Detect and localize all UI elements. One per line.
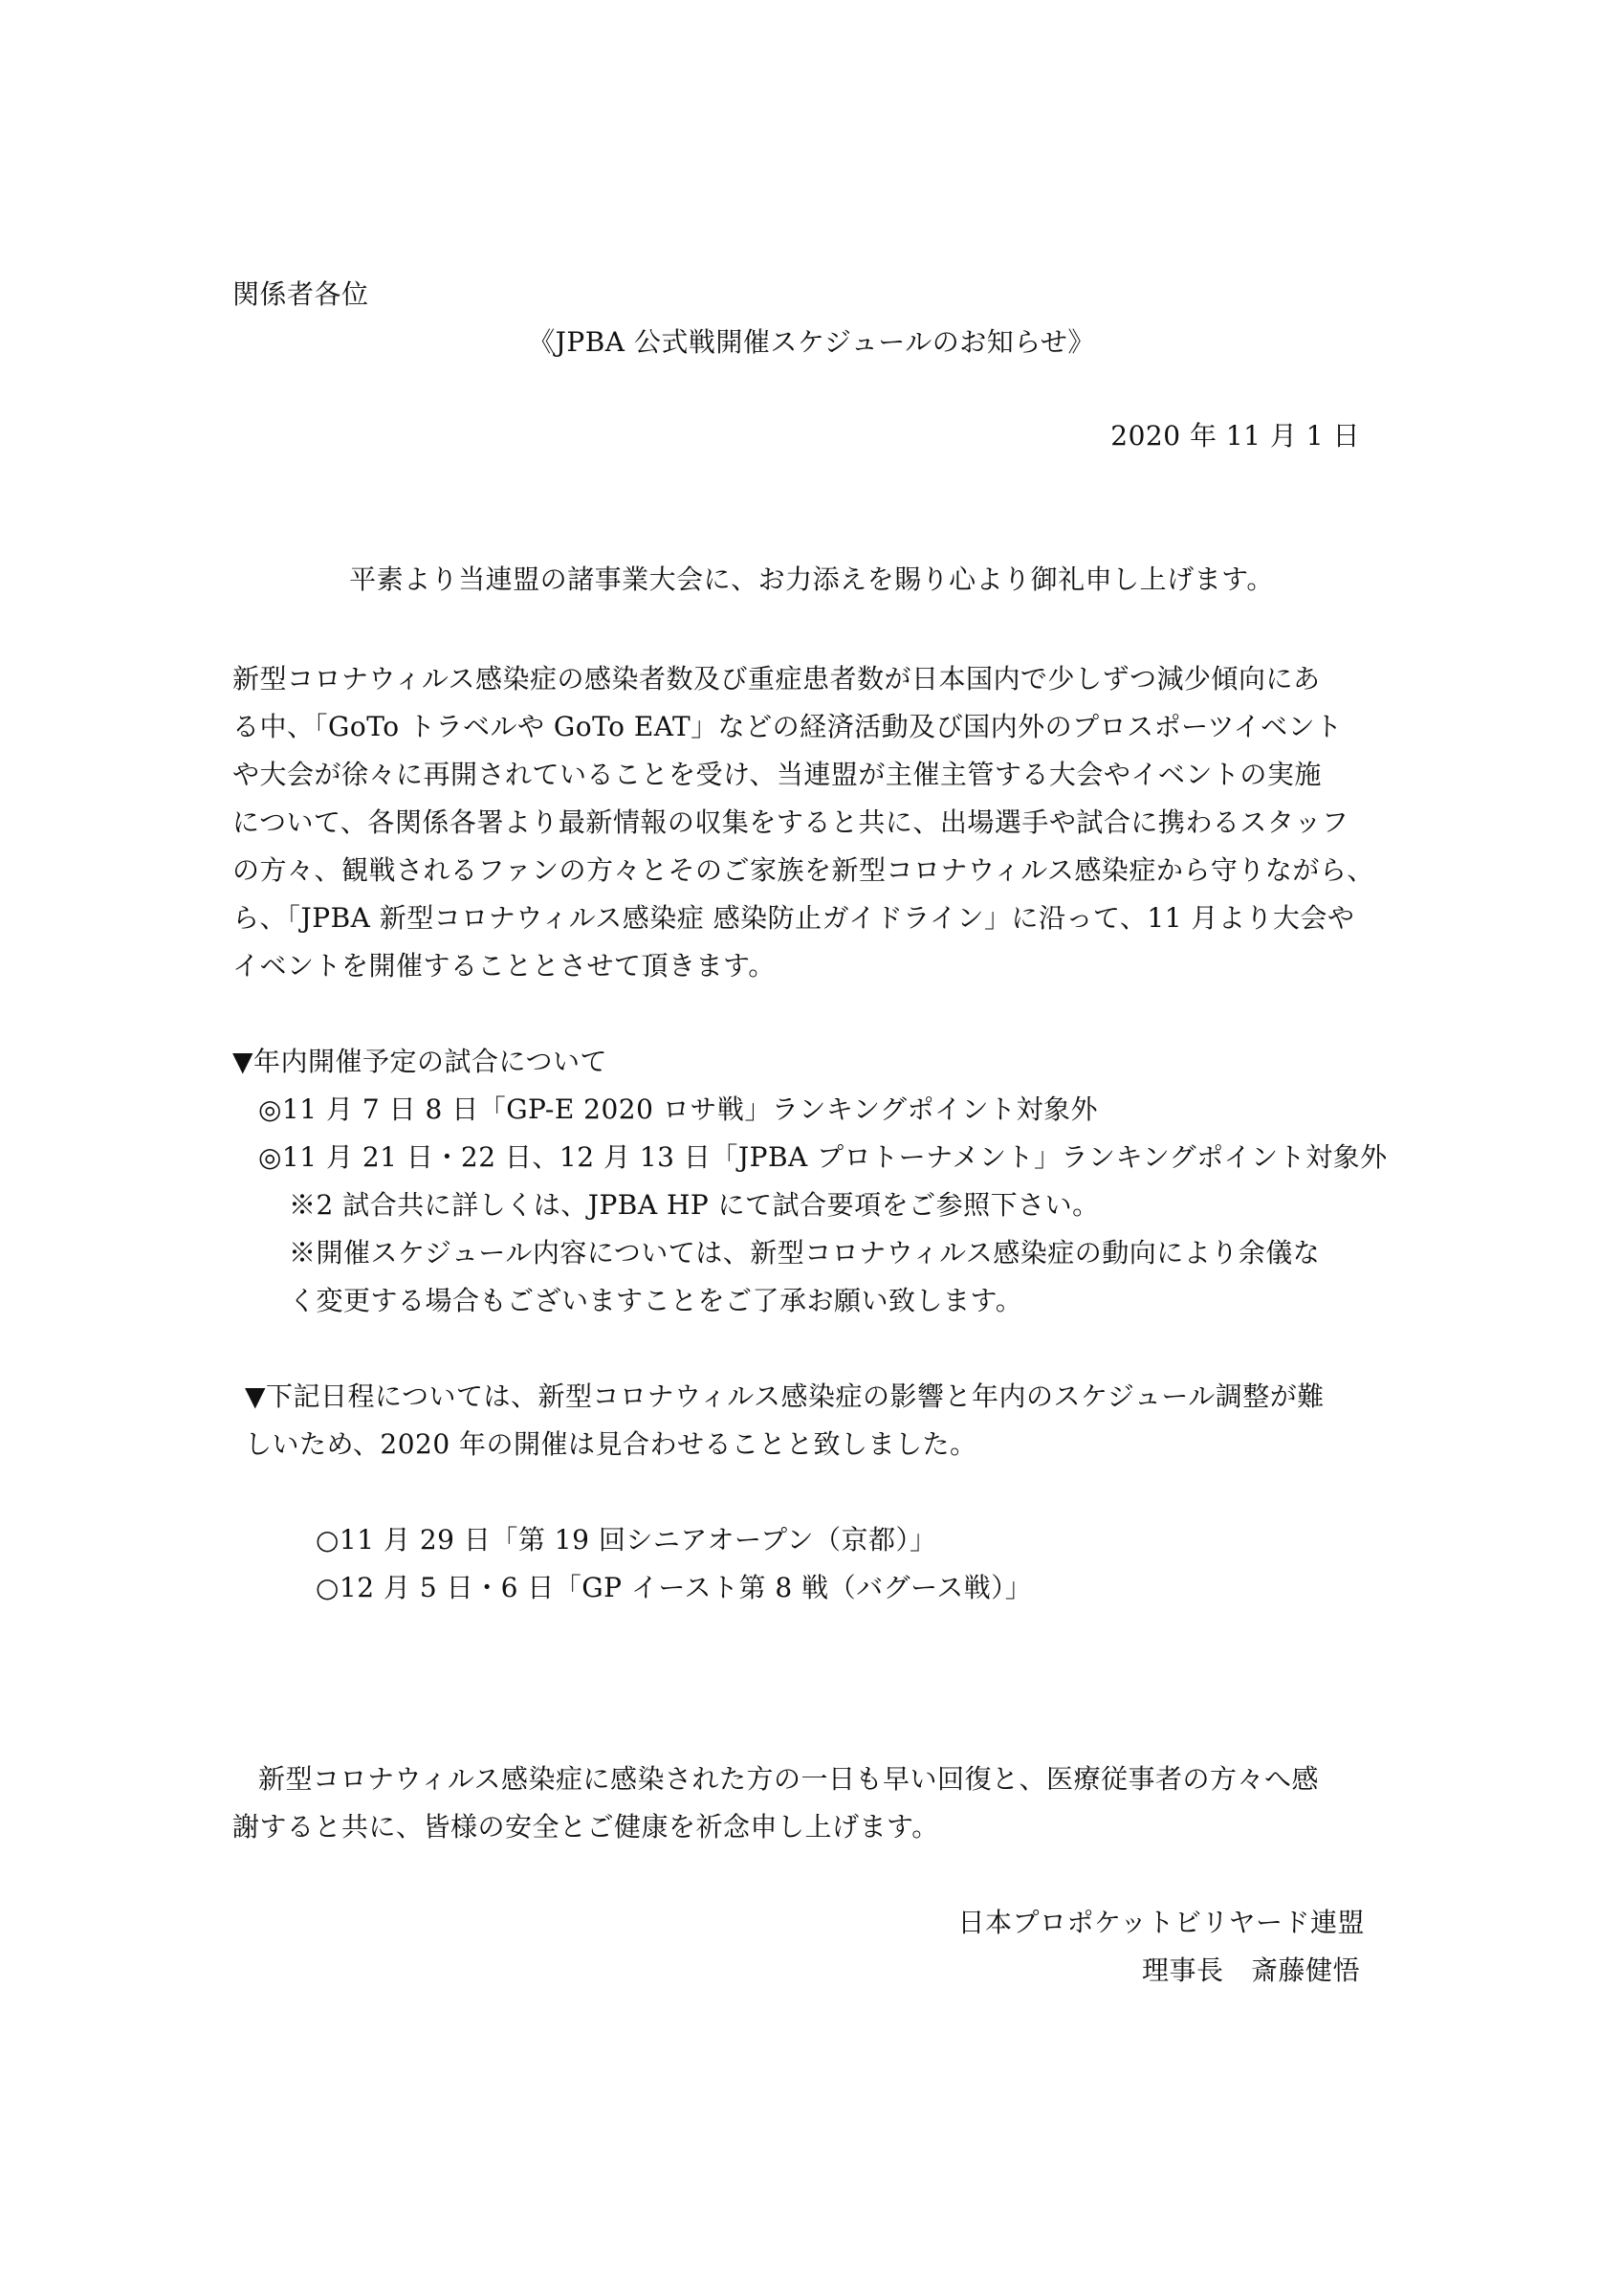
intro-line: の方々、観戦されるファンの方々とそのご家族を新型コロナウィルス感染症から守りながら、 [232,854,1374,886]
note: く変更する場合もございますことをご了承お願い致します。 [289,1285,1023,1316]
document-date: 2020 年 11 月 1 日 [1110,420,1360,452]
section2-line: ▼下記日程については、新型コロナウィルス感染症の影響と年内のスケジュール調整が難 [245,1380,1325,1412]
section1-heading: ▼年内開催予定の試合について [232,1046,607,1077]
section2-line: しいため、2020 年の開催は見合わせることと致しました。 [245,1428,977,1460]
intro-paragraph [232,655,1392,990]
intro-line: 新型コロナウィルス感染症の感染者数及び重症患者数が日本国内で少しずつ減少傾向にあ [232,663,1321,695]
note: ※2 試合共に詳しくは、JPBA HP にて試合要項をご参照下さい。 [289,1189,1100,1221]
postponed-item: ○11 月 29 日「第 19 回シニアオープン（京都）」 [316,1524,937,1556]
intro-line: ら、「JPBA 新型コロナウィルス感染症 感染防止ガイドライン」に沿って、11 月より大会や [232,902,1355,934]
document-title: 《JPBA 公式戦開催スケジュールのお知らせ》 [528,326,1095,358]
postponed-item: ○12 月 5 日・6 日「GP イースト第 8 戦（バグース戦）」 [316,1572,1033,1603]
schedule-item: ◎11 月 21 日・22 日、12 月 13 日「JPBA プロトーナメント」ランキングポイント対象外 [258,1141,1388,1173]
signature-person: 理事長 斎藤健悟 [1141,1954,1360,1986]
closing-line: 新型コロナウィルス感染症に感染された方の一日も早い回復と、医療従事者の方々へ感 [258,1763,1319,1795]
closing-line: 謝すると共に、皆様の安全とご健康を祈念申し上げます。 [232,1811,939,1843]
intro-line: について、各関係各署より最新情報の収集をすると共に、出場選手や試合に携わるスタッフ [232,806,1349,838]
intro-line: や大会が徐々に再開されていることを受け、当連盟が主催主管する大会やイベントの実施 [232,759,1322,790]
signature-org: 日本プロポケットビリヤード連盟 [957,1907,1365,1938]
greeting: 平素より当連盟の諸事業大会に、お力添えを賜り心より御礼申し上げます。 [349,563,1274,595]
intro-line: る中、「GoTo トラベルや GoTo EAT」などの経済活動及び国内外のプロスポーツイベント [232,711,1343,742]
note: ※開催スケジュール内容については、新型コロナウィルス感染症の動向により余儀な [289,1237,1321,1269]
schedule-item: ◎11 月 7 日 8 日「GP-E 2020 ロサ戦」ランキングポイント対象外 [258,1093,1098,1125]
addressee: 関係者各位 [232,278,369,310]
intro-line: イベントを開催することとさせて頂きます。 [232,950,776,982]
